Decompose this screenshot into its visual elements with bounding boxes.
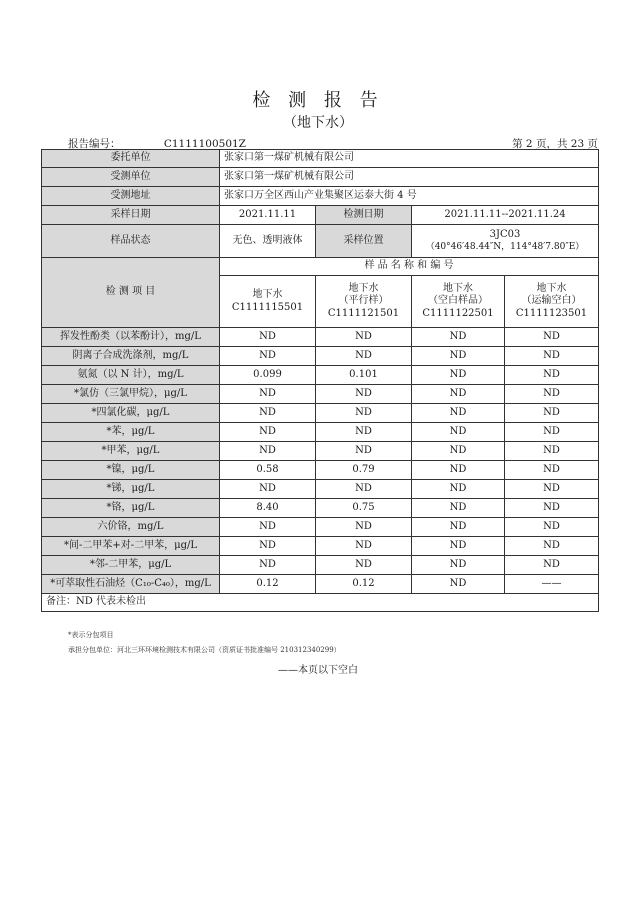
result-value: ND [220, 556, 316, 575]
table-row [42, 461, 599, 480]
sample-state-value: 无色、透明液体 [220, 225, 316, 258]
result-value: ND [412, 328, 505, 347]
sample-name: 地下水 [536, 282, 567, 294]
result-value: ND [220, 442, 316, 461]
result-value: ND [505, 328, 599, 347]
result-value: ND [412, 499, 505, 518]
test-item-name: 氨氮（以 N 计），mg/L [42, 366, 220, 385]
report-table [41, 149, 599, 612]
result-value: 0.12 [316, 575, 412, 594]
table-row [42, 442, 599, 461]
result-value: ND [316, 480, 412, 499]
location-label: 采样位置 [316, 225, 412, 258]
end-of-page-note: ——本页以下空白 [278, 665, 358, 676]
table-row [42, 518, 599, 537]
result-value: 0.12 [220, 575, 316, 594]
result-value: ND [505, 518, 599, 537]
remark: 备注：ND 代表未检出 [42, 594, 599, 612]
result-value: ND [316, 385, 412, 404]
sampling-date-value: 2021.11.11 [220, 206, 316, 225]
location-code: 3JC03 [489, 229, 521, 241]
result-value: 0.101 [316, 366, 412, 385]
test-item-name: 六价铬，mg/L [42, 518, 220, 537]
sample-name: 地下水 [252, 289, 283, 300]
footnotes [68, 628, 341, 658]
client-value: 张家口第一煤矿机械有限公司 [220, 150, 599, 168]
test-item-name: *可萃取性石油烃（C₁₀-C₄₀），mg/L [42, 575, 220, 594]
inspected-label: 受测单位 [42, 168, 220, 187]
sample-code: C1111123501 [515, 307, 588, 319]
table-row [42, 347, 599, 366]
result-value: ND [505, 537, 599, 556]
samples-header: 样 品 名 称 和 编 号 [220, 258, 599, 276]
result-value: ND [316, 404, 412, 423]
page-info: 第 2 页，共 23 页 [512, 138, 598, 150]
result-value: ND [412, 556, 505, 575]
sample-name: 地下水 [443, 282, 473, 294]
result-value: ND [220, 385, 316, 404]
test-item-name: *镍，μg/L [42, 461, 220, 480]
result-value: ND [412, 442, 505, 461]
sample-code: C1111115501 [231, 301, 304, 313]
result-value: ND [220, 537, 316, 556]
report-subtitle: （地下水） [283, 115, 353, 131]
result-value: ND [505, 404, 599, 423]
result-value: ND [505, 461, 599, 480]
table-row [42, 480, 599, 499]
state-row [42, 225, 599, 258]
result-value: —— [505, 575, 599, 594]
result-value: 0.099 [220, 366, 316, 385]
table-row [42, 385, 599, 404]
result-value: ND [505, 556, 599, 575]
remark-row [42, 594, 599, 612]
footnote-subcontractor: 承担分包单位：河北三环环境检测技术有限公司（资质证书批准编号 210312340299） [68, 646, 341, 654]
test-date-label: 检测日期 [316, 206, 412, 225]
address-row [42, 187, 599, 206]
result-value: ND [412, 385, 505, 404]
test-item-name: 阴离子合成洗涤剂，mg/L [42, 347, 220, 366]
table-row [42, 499, 599, 518]
result-value: 0.79 [316, 461, 412, 480]
result-value: ND [412, 404, 505, 423]
table-row [42, 328, 599, 347]
result-value: ND [412, 480, 505, 499]
result-value: ND [505, 347, 599, 366]
result-value: ND [505, 366, 599, 385]
result-value: 8.40 [220, 499, 316, 518]
location-coords: （40°46′48.44″N，114°48′7.80″E） [425, 241, 585, 252]
address-value: 张家口万全区西山产业集聚区运泰大街 4 号 [220, 187, 599, 206]
result-value: ND [412, 366, 505, 385]
result-value: ND [316, 347, 412, 366]
test-item-name: 挥发性酚类（以苯酚计），mg/L [42, 328, 220, 347]
sample-column-1 [220, 276, 316, 328]
result-value: ND [505, 499, 599, 518]
result-value: ND [316, 537, 412, 556]
result-value: ND [412, 518, 505, 537]
result-value: ND [220, 328, 316, 347]
result-value: 0.58 [220, 461, 316, 480]
result-value: ND [316, 518, 412, 537]
sample-code: C1111121501 [327, 307, 400, 319]
sample-note: （平行样） [338, 295, 389, 307]
address-label: 受测地址 [42, 187, 220, 206]
sample-column-4 [505, 276, 599, 328]
sample-state-label: 样品状态 [42, 225, 220, 258]
sample-note: （运输空白） [521, 295, 582, 307]
result-value: ND [412, 423, 505, 442]
table-row [42, 575, 599, 594]
test-item-name: *氯仿（三氯甲烷），μg/L [42, 385, 220, 404]
test-item-name: *苯，μg/L [42, 423, 220, 442]
table-row [42, 423, 599, 442]
table-row [42, 404, 599, 423]
date-row [42, 206, 599, 225]
report-number: C1111100501Z [163, 138, 246, 150]
table-row [42, 366, 599, 385]
sampling-date-label: 采样日期 [42, 206, 220, 225]
item-header: 检 测 项 目 [42, 258, 220, 328]
result-value: ND [505, 442, 599, 461]
result-value: ND [220, 518, 316, 537]
report-title: 检 测 报 告 [252, 90, 384, 111]
test-item-name: *甲苯，μg/L [42, 442, 220, 461]
test-item-name: *间-二甲苯+对-二甲苯，μg/L [42, 537, 220, 556]
result-value: ND [316, 328, 412, 347]
sample-column-2 [316, 276, 412, 328]
client-row [42, 150, 599, 168]
table-row [42, 556, 599, 575]
report-number-label: 报告编号： [68, 138, 121, 150]
samples-header-row [42, 258, 599, 276]
result-value: 0.75 [316, 499, 412, 518]
result-value: ND [220, 404, 316, 423]
sample-note: （空白样品） [428, 295, 488, 307]
result-value: ND [505, 480, 599, 499]
test-item-name: *四氯化碳，μg/L [42, 404, 220, 423]
client-label: 委托单位 [42, 150, 220, 168]
table-row [42, 537, 599, 556]
result-value: ND [505, 385, 599, 404]
result-value: ND [220, 423, 316, 442]
result-value: ND [505, 423, 599, 442]
result-value: ND [412, 347, 505, 366]
result-value: ND [316, 423, 412, 442]
test-item-name: *邻-二甲苯，μg/L [42, 556, 220, 575]
sample-code: C1111122501 [422, 307, 494, 319]
inspected-value: 张家口第一煤矿机械有限公司 [220, 168, 599, 187]
result-value: ND [412, 575, 505, 594]
result-value: ND [220, 480, 316, 499]
sample-name: 地下水 [348, 282, 379, 294]
result-value: ND [316, 442, 412, 461]
sample-column-3 [412, 276, 505, 328]
test-date-value: 2021.11.11--2021.11.24 [412, 206, 599, 225]
result-value: ND [316, 556, 412, 575]
test-item-name: *锑，μg/L [42, 480, 220, 499]
location-value [412, 225, 599, 258]
test-item-name: *铬，μg/L [42, 499, 220, 518]
result-value: ND [412, 537, 505, 556]
result-value: ND [412, 461, 505, 480]
inspected-row [42, 168, 599, 187]
footnote-subcontract-mark: *表示分包项目 [68, 631, 114, 639]
result-value: ND [220, 347, 316, 366]
